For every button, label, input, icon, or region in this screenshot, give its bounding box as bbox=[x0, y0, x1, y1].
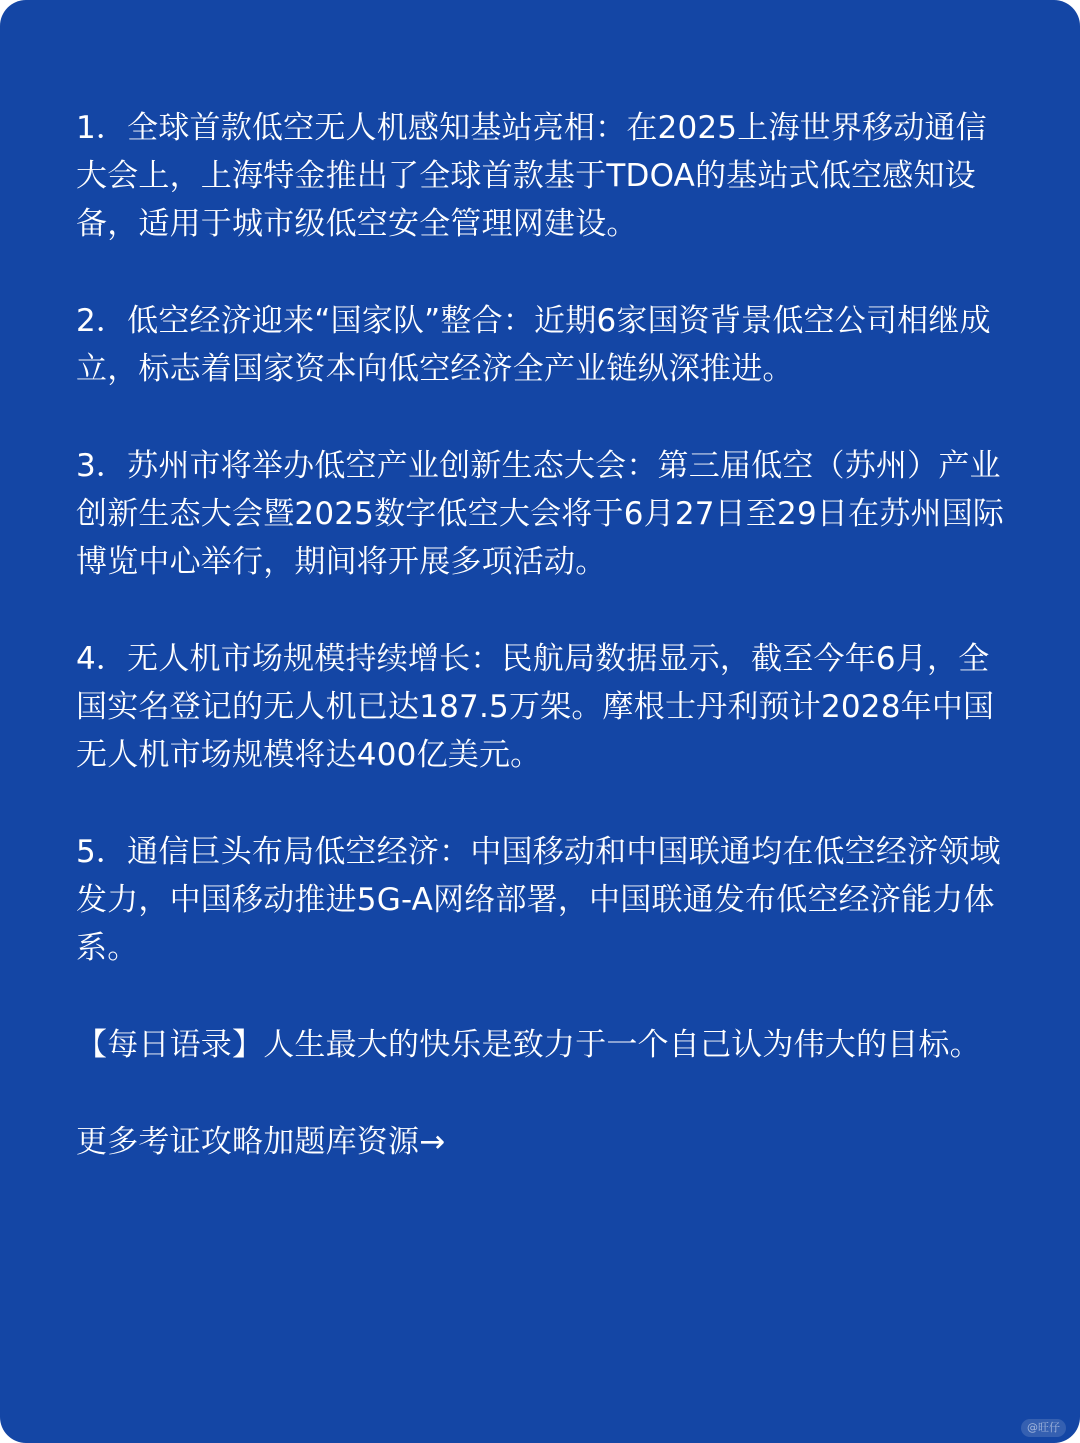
daily-quote: 【每日语录】人生最大的快乐是致力于一个自己认为伟大的目标。 bbox=[76, 1027, 981, 1063]
news-item-1: 1．全球首款低空无人机感知基站亮相：在2025上海世界移动通信大会上，上海特金推出了全球首款基于TDOA的基站式低空感知设备，适用于城市级低空安全管理网建设。 bbox=[76, 110, 987, 242]
watermark-badge: @旺仔 bbox=[1021, 1419, 1066, 1437]
news-item-5: 5．通信巨头布局低空经济：中国移动和中国联通均在低空经济领域发力，中国移动推进5G-A网络部署，中国联通发布低空经济能力体系。 bbox=[76, 834, 1001, 966]
news-content bbox=[76, 104, 1008, 1166]
news-item-4: 4．无人机市场规模持续增长：民航局数据显示，截至今年6月，全国实名登记的无人机已达187.5万架。摩根士丹利预计2028年中国无人机市场规模将达400亿美元。 bbox=[76, 641, 995, 773]
news-item-2: 2．低空经济迎来“国家队”整合：近期6家国资背景低空公司相继成立，标志着国家资本向低空经济全产业链纵深推进。 bbox=[76, 303, 991, 387]
news-item-3: 3．苏州市将举办低空产业创新生态大会：第三届低空（苏州）产业创新生态大会暨2025数字低空大会将于6月27日至29日在苏州国际博览中心举行，期间将开展多项活动。 bbox=[76, 448, 1005, 580]
footer-link[interactable]: 更多考证攻略加题库资源→ bbox=[76, 1124, 446, 1160]
